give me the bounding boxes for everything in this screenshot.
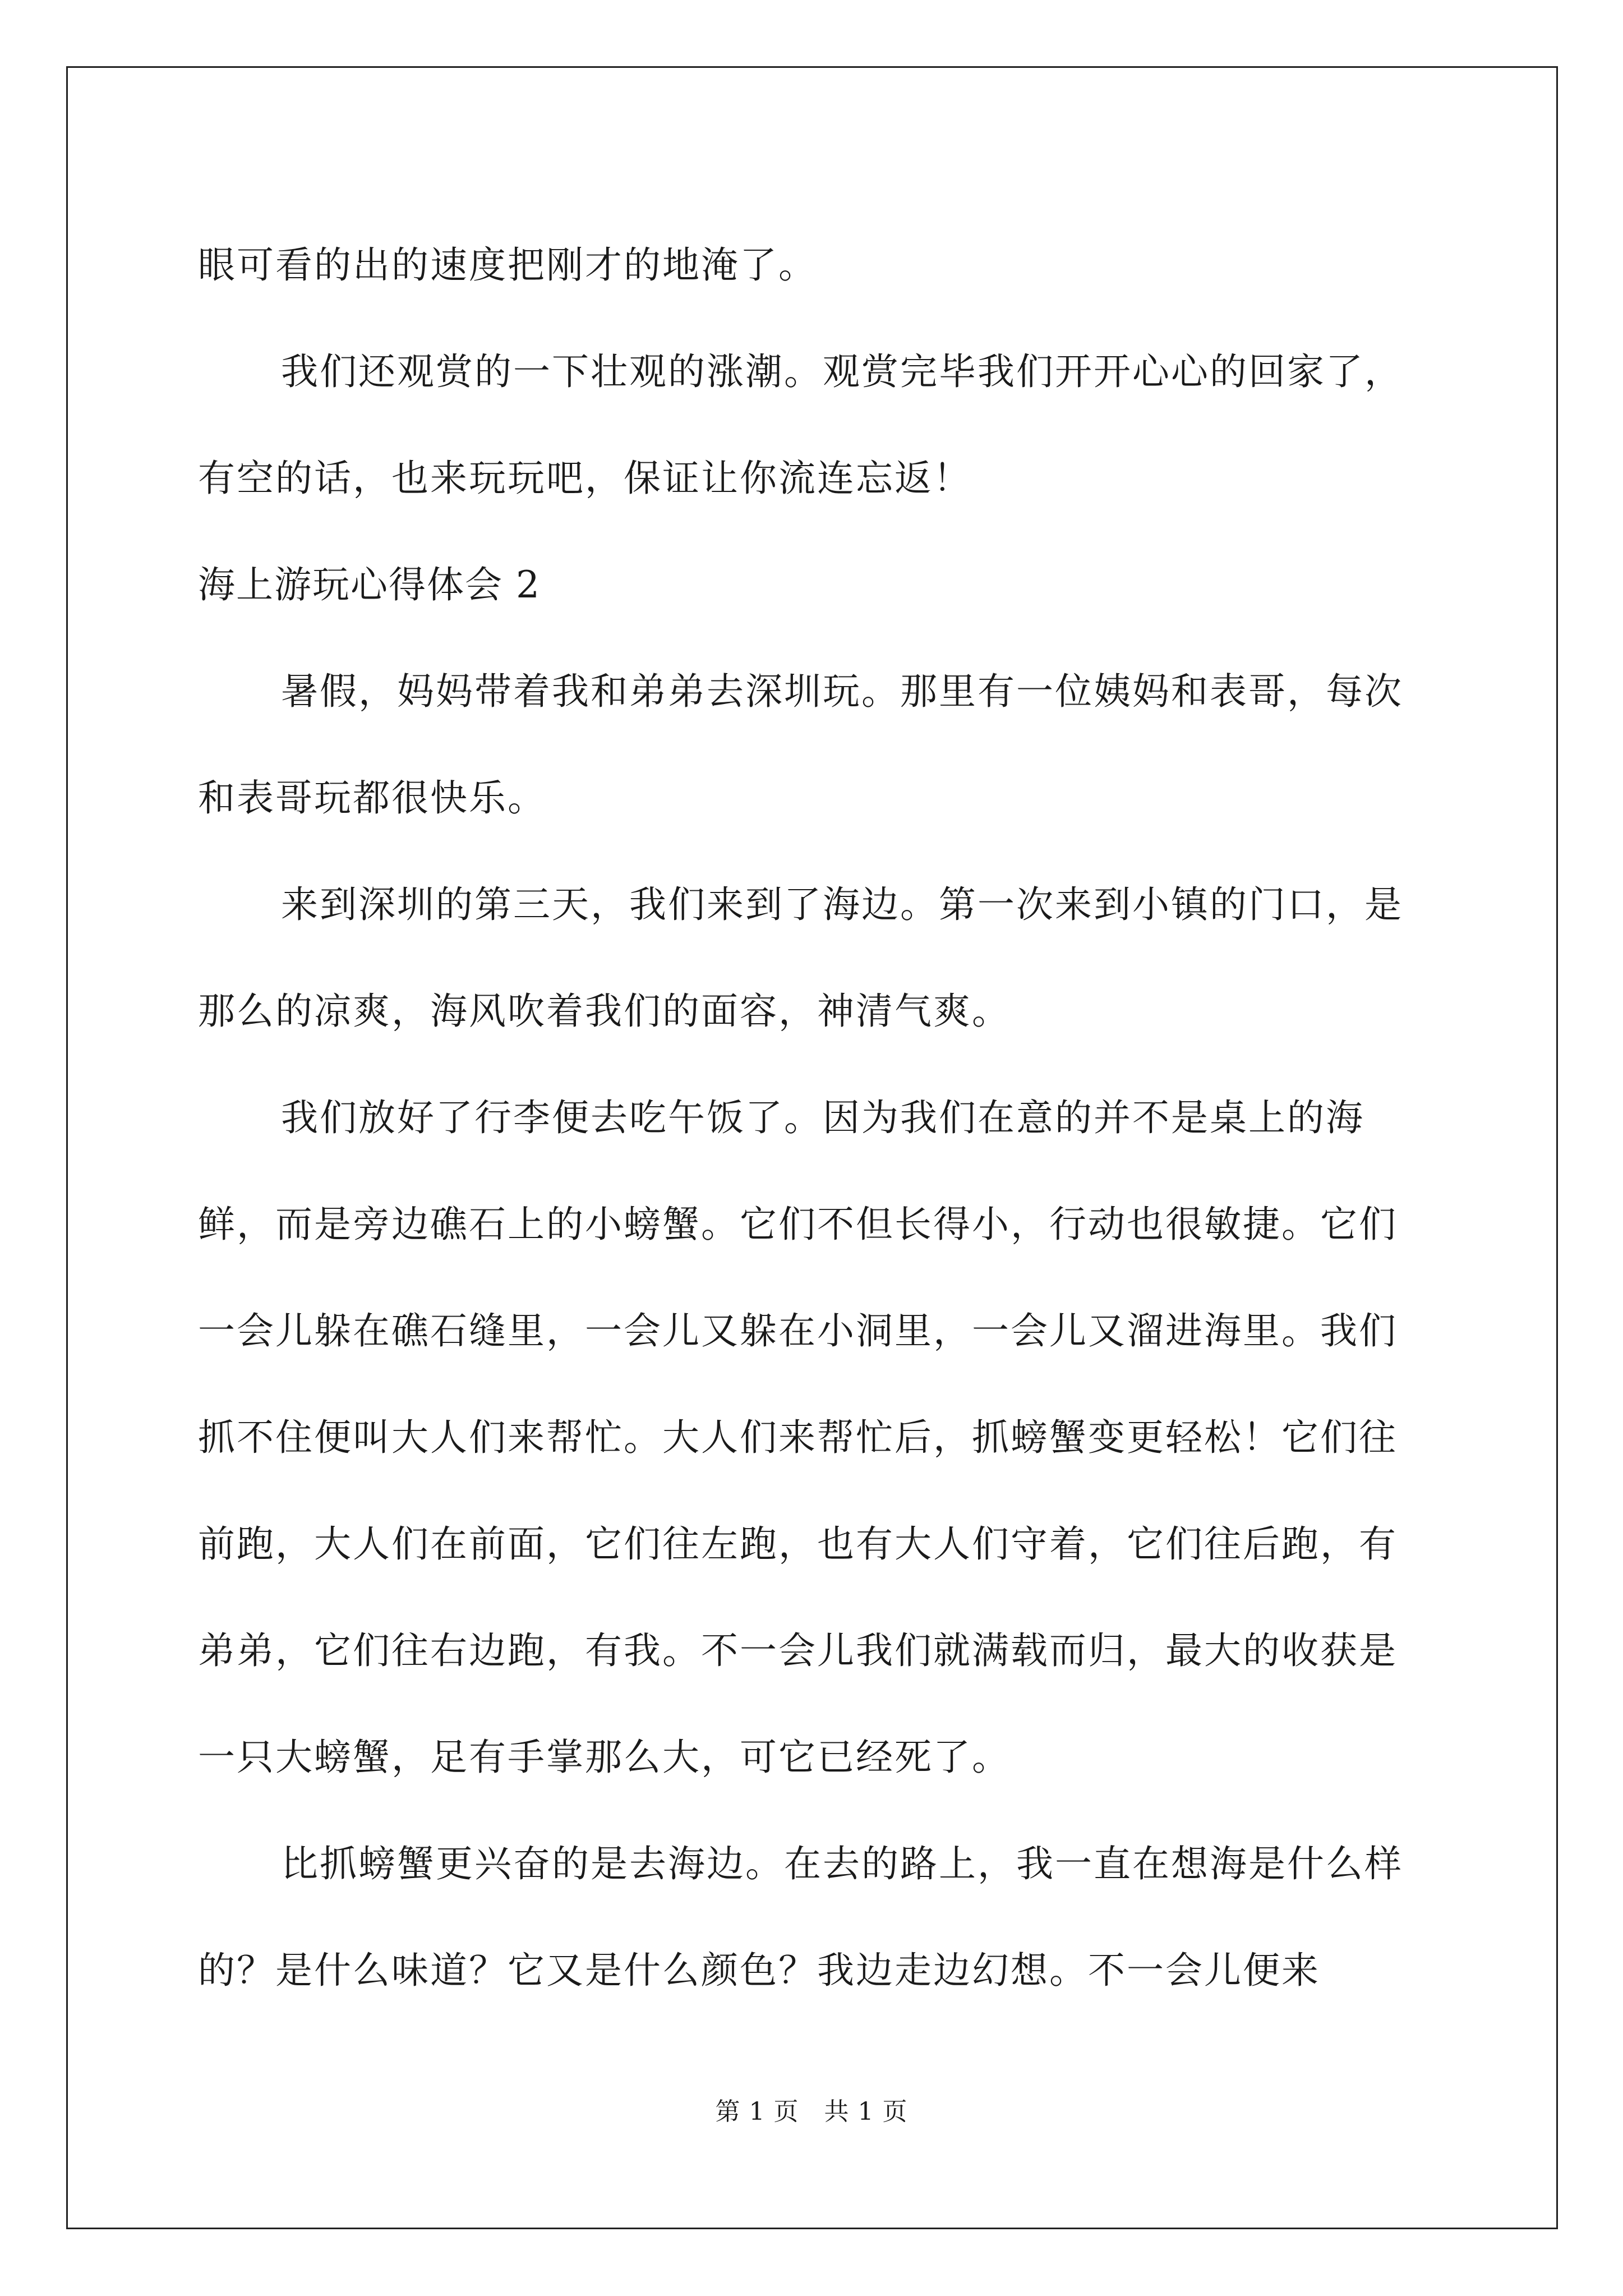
page-number-footer: 第 1 页 共 1 页 — [715, 2097, 908, 2126]
paragraph: 我们还观赏的一下壮观的涨潮。观赏完毕我们开开心心的回家了，有空的话，也来玩玩吧，保证让你流连忘返！ — [198, 350, 1403, 500]
paragraph: 比抓螃蟹更兴奋的是去海边。在去的路上，我一直在想海是什么样的？是什么味道？它又是什么颜色？我边走边幻想。不一会儿便来 — [198, 1842, 1403, 1992]
document-body — [198, 212, 1432, 2024]
paragraph: 我们放好了行李便去吃午饭了。因为我们在意的并不是桌上的海鲜，而是旁边礁石上的小螃蟹。它们不但长得小，行动也很敏捷。它们一会儿躲在礁石缝里，一会儿又躲在小洞里，一会儿又溜进海里。我们抓不住便叫大人们来帮忙。大人们来帮忙后，抓螃蟹变更轻松！它们往前跑，大人们在前面，它们往左跑，也有大人们守着，它们往后跑，有弟弟，它们往右边跑，有我。不一会儿我们就满载而归，最大的收获是一只大螃蟹，足有手掌那么大，可它已经死了。 — [198, 1096, 1398, 1779]
paragraph: 来到深圳的第三天，我们来到了海边。第一次来到小镇的门口，是那么的凉爽，海风吹着我们的面容，神清气爽。 — [198, 883, 1403, 1033]
section-heading: 海上游玩心得体会 2 — [198, 563, 541, 606]
paragraph: 暑假，妈妈带着我和弟弟去深圳玩。那里有一位姨妈和表哥，每次和表哥玩都很快乐。 — [198, 670, 1403, 820]
paragraph: 眼可看的出的速度把刚才的地淹了。 — [198, 243, 817, 287]
